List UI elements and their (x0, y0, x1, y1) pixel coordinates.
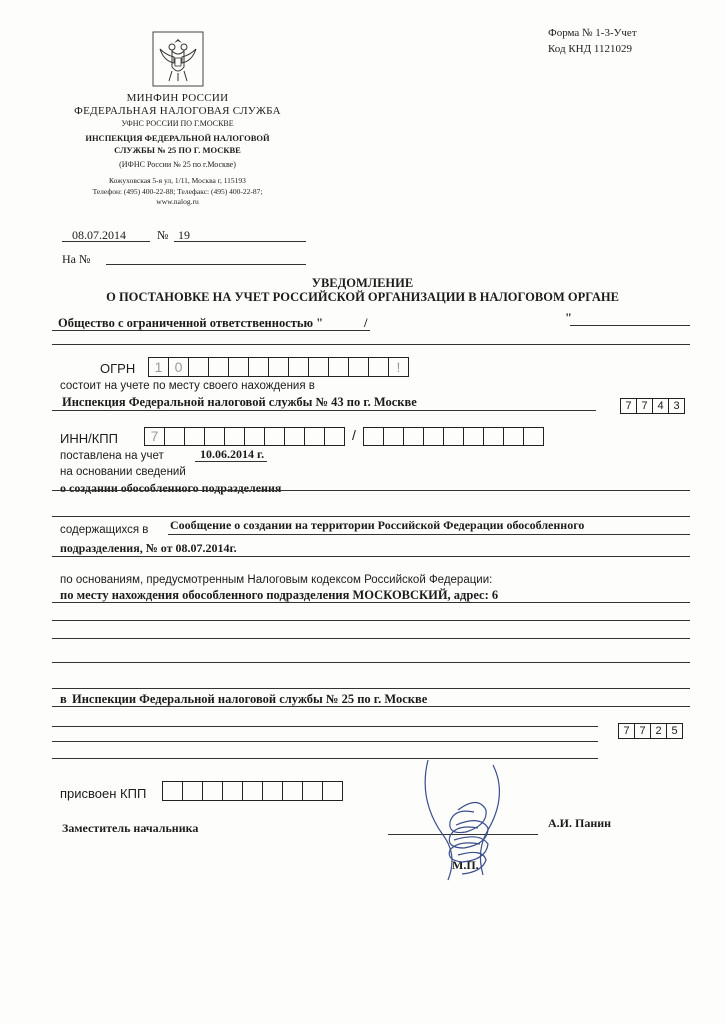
ogrn-digit-cell (249, 358, 269, 376)
kpp-digit-cell (424, 428, 444, 445)
ogrn-digit-cell (289, 358, 309, 376)
org-name-visible: / (364, 316, 368, 330)
registered-code-digit: 7 (621, 399, 637, 413)
ogrn-digit-cell (349, 358, 369, 376)
inn-cells (144, 427, 345, 446)
kpp-digit-cell (464, 428, 484, 445)
phone: Телефон: (495) 400-22-88; Телефакс: (495) 400-22-87; (92, 186, 263, 196)
kpp-assigned-cells (162, 781, 343, 801)
reference-label: На № (62, 252, 91, 266)
ogrn-digit-cell: 1 (149, 358, 169, 376)
ogrn-digit-cell (189, 358, 209, 376)
number-label: № (157, 228, 169, 242)
ogrn-digit-cell (329, 358, 349, 376)
kpp-digit-cell (364, 428, 384, 445)
registered-label: состоит на учете по месту своего нахождения в (60, 380, 315, 392)
kpp-assigned-digit-cell (183, 782, 203, 800)
inn-digit-cell (225, 428, 245, 445)
ogrn-digit-cell (309, 358, 329, 376)
document-title: УВЕДОМЛЕНИЕ (311, 276, 414, 290)
kpp-assigned-digit-cell (243, 782, 263, 800)
kpp-assigned-digit-cell (283, 782, 303, 800)
inn-digit-cell (205, 428, 225, 445)
address: Кожуховская 5-я ул, 1/11, Москва г, 115193 (109, 176, 246, 185)
kpp-assigned-digit-cell (323, 782, 342, 800)
target-code-digit: 7 (635, 724, 651, 738)
signature-scribble (388, 740, 528, 890)
ogrn-digit-cell: ! (396, 359, 401, 375)
inn-digit-cell (165, 428, 185, 445)
target-code-digit: 7 (619, 724, 635, 738)
registered-code-digit: 4 (653, 399, 669, 413)
target-authority: Инспекции Федеральной налоговой службы № 25 по г. Москве (72, 692, 428, 706)
inspection-name-line1: ИНСПЕКЦИЯ ФЕДЕРАЛЬНОЙ НАЛОГОВОЙ (85, 133, 270, 143)
ogrn-digit-cell (369, 358, 389, 376)
ogrn-digit-cell: 0 (169, 358, 189, 376)
registered-code-digit: 3 (673, 400, 680, 412)
document-number: 19 (178, 228, 190, 242)
inn-kpp-label: ИНН/КПП (60, 431, 118, 446)
kpp-assigned-digit-cell (263, 782, 283, 800)
registered-code-digit: 7 (637, 399, 653, 413)
inn-kpp-separator: / (352, 427, 356, 443)
stamp-label: М.П. (452, 858, 479, 872)
kpp-digit-cell (484, 428, 504, 445)
target-authority-code (618, 723, 683, 739)
kpp-assigned-digit-cell (303, 782, 323, 800)
form-number: Форма № 1-3-Учет (548, 27, 637, 39)
ogrn-cells (148, 357, 409, 377)
kpp-assigned-label: присвоен КПП (60, 786, 147, 801)
contained-doc-line1: Сообщение о создании на территории Российской Федерации обособленного (170, 518, 585, 532)
contained-doc-line2: подразделения, № от 08.07.2014г. (60, 541, 237, 555)
contact-block (40, 176, 315, 208)
contained-label: содержащихся в (60, 524, 149, 536)
registration-date: 10.06.2014 г. (200, 447, 265, 461)
inn-digit-cell (305, 428, 325, 445)
kpp-digit-cell (504, 428, 524, 445)
inspection-name-line2: СЛУЖБЫ № 25 ПО Г. МОСКВЕ (114, 145, 241, 155)
kpp-assigned-digit-cell (203, 782, 223, 800)
ministry-name: МИНФИН РОССИИ (126, 92, 229, 104)
grounds-value: по месту нахождения обособленного подразделения МОСКОВСКИЙ, адрес: 6 (60, 588, 499, 602)
grounds-label: по основаниям, предусмотренным Налоговым кодексом Российской Федерации: (60, 574, 493, 586)
form-number-block (548, 25, 637, 57)
inn-digit-cell (185, 428, 205, 445)
kpp-digit-cell (384, 428, 404, 445)
kpp-digit-cell (524, 428, 543, 445)
ogrn-label: ОГРН (100, 361, 136, 376)
basis-label: на основании сведений (60, 466, 186, 478)
inn-digit-cell (245, 428, 265, 445)
knd-code: Код КНД 1121029 (548, 43, 632, 55)
ogrn-digit-cell (209, 358, 229, 376)
kpp-assigned-digit-cell (163, 782, 183, 800)
registered-authority-code (620, 398, 685, 414)
kpp-digit-cell (404, 428, 424, 445)
inn-digit-cell (325, 428, 344, 445)
registration-label: поставлена на учет (60, 450, 164, 462)
ufns-name: УФНС РОССИИ ПО Г.МОСКВЕ (121, 119, 234, 128)
inspection-short-name: (ИФНС России № 25 по г.Москве) (119, 160, 236, 169)
service-name: ФЕДЕРАЛЬНАЯ НАЛОГОВАЯ СЛУЖБА (74, 105, 281, 117)
ogrn-digit-cell (229, 358, 249, 376)
registered-authority: Инспекция Федеральной налоговой службы № 43 по г. Москве (62, 395, 417, 409)
inn-digit-cell: 7 (145, 428, 165, 445)
org-name-suffix: " (565, 311, 572, 325)
coat-of-arms-icon (152, 31, 204, 87)
signatory-name: А.И. Панин (548, 816, 612, 830)
kpp-assigned-digit-cell (223, 782, 243, 800)
target-prefix: в (60, 692, 67, 706)
document-date: 08.07.2014 (72, 228, 126, 242)
target-code-digit: 5 (671, 725, 678, 737)
inn-digit-cell (265, 428, 285, 445)
ogrn-digit-cell (269, 358, 289, 376)
basis-value: о создании обособленного подразделения (60, 481, 282, 495)
signatory-position: Заместитель начальника (62, 821, 199, 835)
inn-digit-cell (285, 428, 305, 445)
document-subtitle: О ПОСТАНОВКЕ НА УЧЕТ РОССИЙСКОЙ ОРГАНИЗАЦИИ В НАЛОГОВОМ ОРГАНЕ (106, 290, 619, 304)
kpp-digit-cell (444, 428, 464, 445)
kpp-cells (363, 427, 544, 446)
website: www.nalog.ru (156, 197, 199, 206)
org-name-prefix: Общество с ограниченной ответственностью " (58, 316, 324, 330)
target-code-digit: 2 (651, 724, 667, 738)
